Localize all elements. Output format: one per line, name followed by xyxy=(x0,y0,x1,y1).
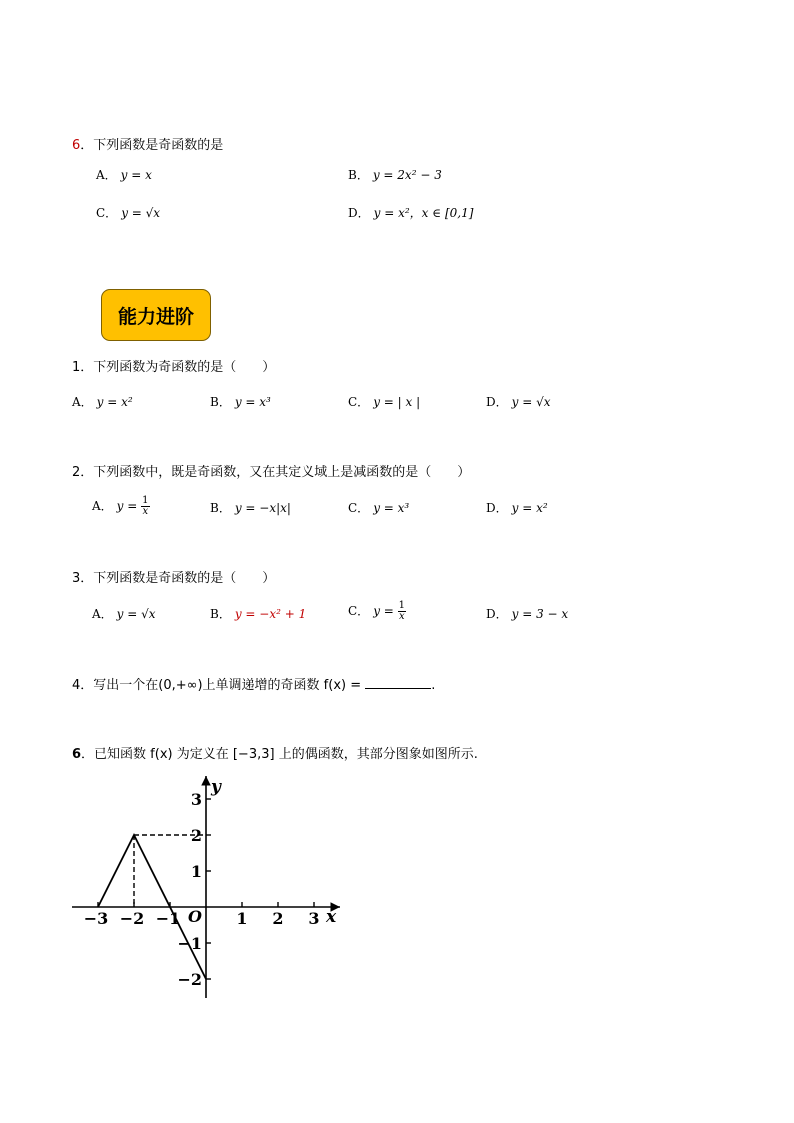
q2-option-a: A． y = $\frac{1}{x}$ xyxy=(92,495,149,517)
question-6-stem: 6．已知函数 f(x) 为定义在 [−3,3] 上的偶函数，其部分图象如图所示. xyxy=(72,747,478,762)
q3-option-c: C． y = $\frac{1}{x}$ xyxy=(348,600,406,622)
y-tick-label: −1 xyxy=(177,934,202,953)
q6top-option-d: D． y = x²，x ∈ [0,1] xyxy=(348,206,474,220)
q1-option-c: C． y = | x | xyxy=(348,395,421,409)
q1-option-a: A． y = x² xyxy=(72,395,133,409)
y-tick-label: 3 xyxy=(190,790,202,809)
answer-blank[interactable] xyxy=(365,676,431,689)
question-6-top-stem: 6．下列函数是奇函数的是 xyxy=(72,138,224,153)
q6top-option-b: B． y = 2x² − 3 xyxy=(348,168,442,182)
q6top-option-a: A． y = x xyxy=(96,168,152,182)
question-1-stem: 1．下列函数为奇函数的是（ ） xyxy=(72,360,276,375)
y-axis-label: y xyxy=(211,777,221,797)
q3-option-b: B． y = −x² + 1 xyxy=(210,607,307,621)
x-tick-label: −3 xyxy=(83,909,109,928)
origin-label: O xyxy=(188,907,202,926)
section-badge: 能力进阶 xyxy=(101,289,211,341)
question-2-stem: 2．下列函数中，既是奇函数，又在其定义域上是减函数的是（ ） xyxy=(72,465,471,480)
q3-option-d: D． y = 3 − x xyxy=(486,607,569,621)
y-tick-label: 2 xyxy=(190,826,202,845)
x-tick-label: −2 xyxy=(119,909,145,928)
q1-option-d: D． y = √x xyxy=(486,395,551,409)
question-3-stem: 3．下列函数是奇函数的是（ ） xyxy=(72,571,276,586)
x-tick-label: 1 xyxy=(236,909,248,928)
function-graph xyxy=(70,770,350,1005)
y-tick-label: 1 xyxy=(190,862,202,881)
fraction: $\frac{1}{x}$ xyxy=(142,495,149,517)
question-4-stem: 4．写出一个在(0,+∞)上单调递增的奇函数 f(x) = . xyxy=(72,678,436,693)
x-tick-label: 3 xyxy=(308,909,320,928)
q6top-option-c: C． y = √x xyxy=(96,206,161,220)
q2-option-c: C． y = x³ xyxy=(348,501,410,515)
q3-option-a: A． y = √x xyxy=(92,607,156,621)
question-number: 6 xyxy=(72,138,81,153)
x-tick-label: −1 xyxy=(155,909,181,928)
x-tick-label: 2 xyxy=(272,909,284,928)
x-axis-label: x xyxy=(326,907,337,927)
q2-option-b: B． y = −x|x| xyxy=(210,501,291,515)
y-tick-label: −2 xyxy=(177,970,202,989)
q2-option-d: D． y = x² xyxy=(486,501,548,515)
fraction: $\frac{1}{x}$ xyxy=(398,600,406,622)
q1-option-b: B． y = x³ xyxy=(210,395,271,409)
